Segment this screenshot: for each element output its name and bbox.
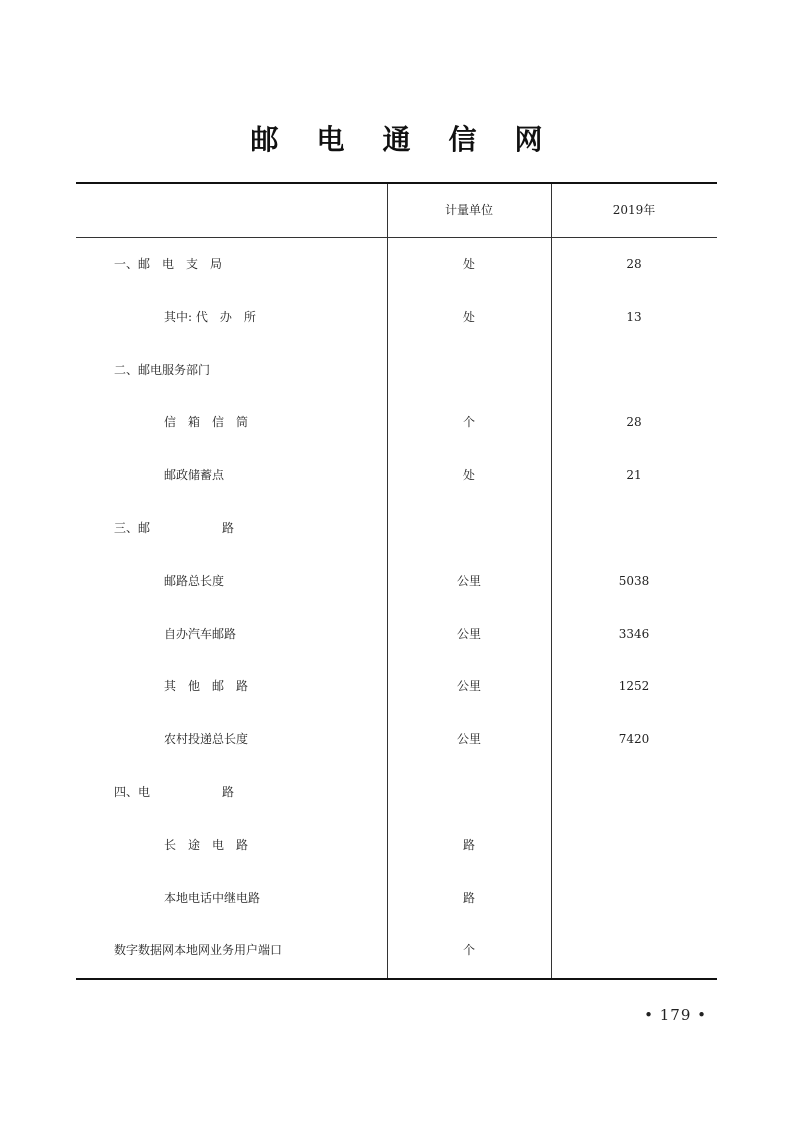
- row-label: 邮路总长度: [164, 573, 225, 588]
- page-number: • 179 •: [644, 1006, 707, 1024]
- row-unit: 处: [462, 257, 475, 271]
- row-label: 四、电 路: [114, 784, 235, 799]
- row-label: 信 箱 信 筒: [164, 415, 249, 430]
- header-year: 2019年: [612, 203, 656, 217]
- row-unit: [387, 766, 551, 819]
- row-value: 3346: [618, 626, 650, 641]
- row-label: 其中: 代 办 所: [164, 309, 256, 324]
- row-unit: 个: [462, 943, 475, 958]
- row-value: 7420: [618, 732, 650, 747]
- row-unit: 个: [462, 415, 475, 430]
- row-value: 21: [626, 468, 642, 483]
- table-row: [76, 449, 717, 502]
- header-unit: 计量单位: [444, 203, 493, 217]
- row-value: 5038: [618, 573, 650, 588]
- table-row: [76, 819, 717, 872]
- row-unit: 公里: [456, 573, 481, 588]
- row-label: 农村投递总长度: [164, 732, 249, 747]
- row-label: 一、邮 电 支 局: [114, 257, 223, 271]
- row-value: 13: [626, 309, 642, 324]
- table-row: [76, 502, 717, 555]
- table-row: [76, 344, 717, 397]
- row-label: 其 他 邮 路: [164, 679, 249, 694]
- table-body: [76, 238, 717, 977]
- table-row: [76, 766, 717, 819]
- row-unit: 公里: [456, 626, 481, 641]
- table-row: [76, 291, 717, 344]
- row-label: 数字数据网本地网业务用户端口: [114, 943, 283, 958]
- row-value: [551, 344, 717, 397]
- row-value: [551, 819, 717, 872]
- row-label: 邮政储蓄点: [164, 468, 225, 483]
- table-row: [76, 396, 717, 449]
- row-unit: 公里: [456, 732, 481, 747]
- row-unit: 公里: [456, 679, 481, 694]
- statistics-table: [76, 182, 717, 980]
- row-value: 28: [626, 415, 642, 430]
- row-unit: 处: [462, 468, 475, 483]
- row-unit: 处: [462, 309, 475, 324]
- row-unit: [387, 502, 551, 555]
- row-unit: 路: [462, 890, 475, 905]
- table-row: [76, 608, 717, 661]
- row-label: 自办汽车邮路: [164, 626, 237, 641]
- table-row: [76, 238, 717, 291]
- row-value: [551, 872, 717, 925]
- table-row: [76, 660, 717, 713]
- row-value: 1252: [618, 679, 650, 694]
- row-label: 二、邮电服务部门: [114, 362, 211, 377]
- row-value: [551, 766, 717, 819]
- row-label: 本地电话中继电路: [164, 890, 261, 905]
- row-label: 长 途 电 路: [164, 837, 249, 852]
- page-title: 邮电通信网: [250, 123, 581, 156]
- row-unit: 路: [462, 837, 475, 852]
- table-row: [76, 555, 717, 608]
- row-label: 三、邮 路: [114, 520, 235, 535]
- table-row: [76, 924, 717, 977]
- table-row: [76, 872, 717, 925]
- table-row: [76, 713, 717, 766]
- row-value: [551, 502, 717, 555]
- row-value: [551, 924, 717, 977]
- row-value: 28: [626, 257, 642, 271]
- row-unit: [387, 344, 551, 397]
